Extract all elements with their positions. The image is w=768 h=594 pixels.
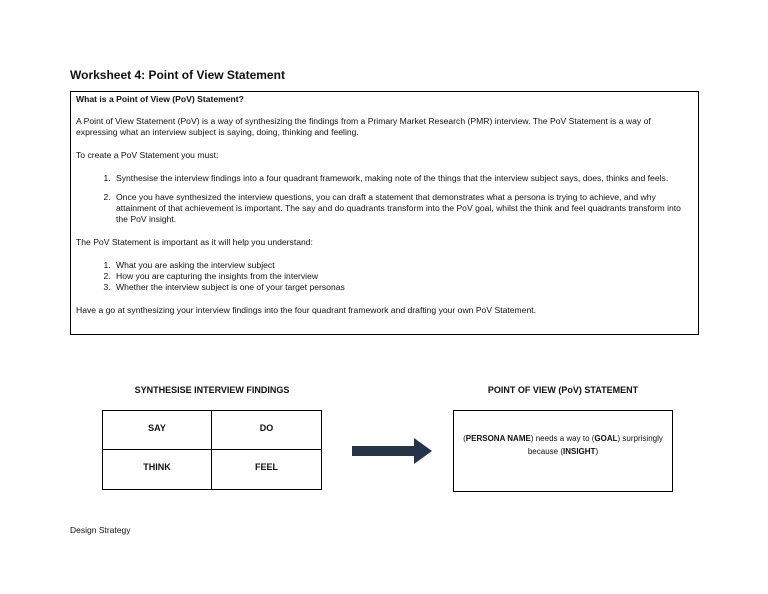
importance-list — [76, 260, 693, 293]
page-title: Worksheet 4: Point of View Statement — [70, 68, 285, 82]
info-box — [70, 91, 699, 335]
steps-list — [76, 173, 693, 225]
persona-placeholder: PERSONA NAME — [465, 434, 531, 443]
synthesis-label: SYNTHESISE INTERVIEW FINDINGS — [134, 385, 290, 395]
step-item: 2. Once you have synthesized the interview questions, you can draft a statement that demonstrates what a persona is trying to achieve, and why attainment of that achievement is important. The say and do quadrants transform into the PoV goal, whilst the think and feel quadrants transform into the PoV insight. — [113, 192, 693, 225]
pov-text: ) — [595, 447, 599, 456]
info-intro: A Point of View Statement (PoV) is a way of synthesizing the findings from a Primary Market Research (PMR) interview. The PoV Statement is a way of expressing what an interview subject is saying, doing, thinking and feeling. — [76, 116, 651, 137]
importance-item: 2. How you are capturing the insights from the interview — [113, 271, 693, 282]
importance-item: 1. What you are asking the interview subject — [113, 260, 693, 271]
info-heading: What is a Point of View (PoV) Statement? — [76, 94, 244, 104]
quadrant-do: DO — [212, 411, 321, 450]
quadrant-think: THINK — [103, 450, 212, 489]
pov-statement-box — [453, 410, 673, 492]
pov-text: ) surprisingly because ( — [527, 434, 663, 456]
create-lead: To create a PoV Statement you must: — [76, 150, 219, 160]
closing-text: Have a go at synthesizing your interview findings into the four quadrant framework and drafting your own PoV Statement. — [76, 305, 537, 315]
pov-text: ( — [463, 434, 466, 443]
importance-item: 3. Whether the interview subject is one of your target personas — [113, 282, 693, 293]
footer-text: Design Strategy — [70, 525, 131, 535]
right-arrow-icon — [352, 438, 432, 464]
pov-label: POINT OF VIEW (PoV) STATEMENT — [487, 385, 639, 395]
quadrant-say: SAY — [103, 411, 212, 450]
quadrant-feel: FEEL — [254, 462, 278, 472]
step-item: 1. Synthesise the interview findings into a four quadrant framework, making note of the things that the interview subject says, does, thinks and feels. — [113, 173, 693, 184]
quadrant-framework — [102, 410, 322, 490]
importance-lead: The PoV Statement is important as it will help you understand: — [76, 237, 313, 247]
goal-placeholder: GOAL — [594, 434, 618, 443]
insight-placeholder: INSIGHT — [563, 447, 596, 456]
pov-text: ) needs a way to ( — [530, 434, 595, 443]
